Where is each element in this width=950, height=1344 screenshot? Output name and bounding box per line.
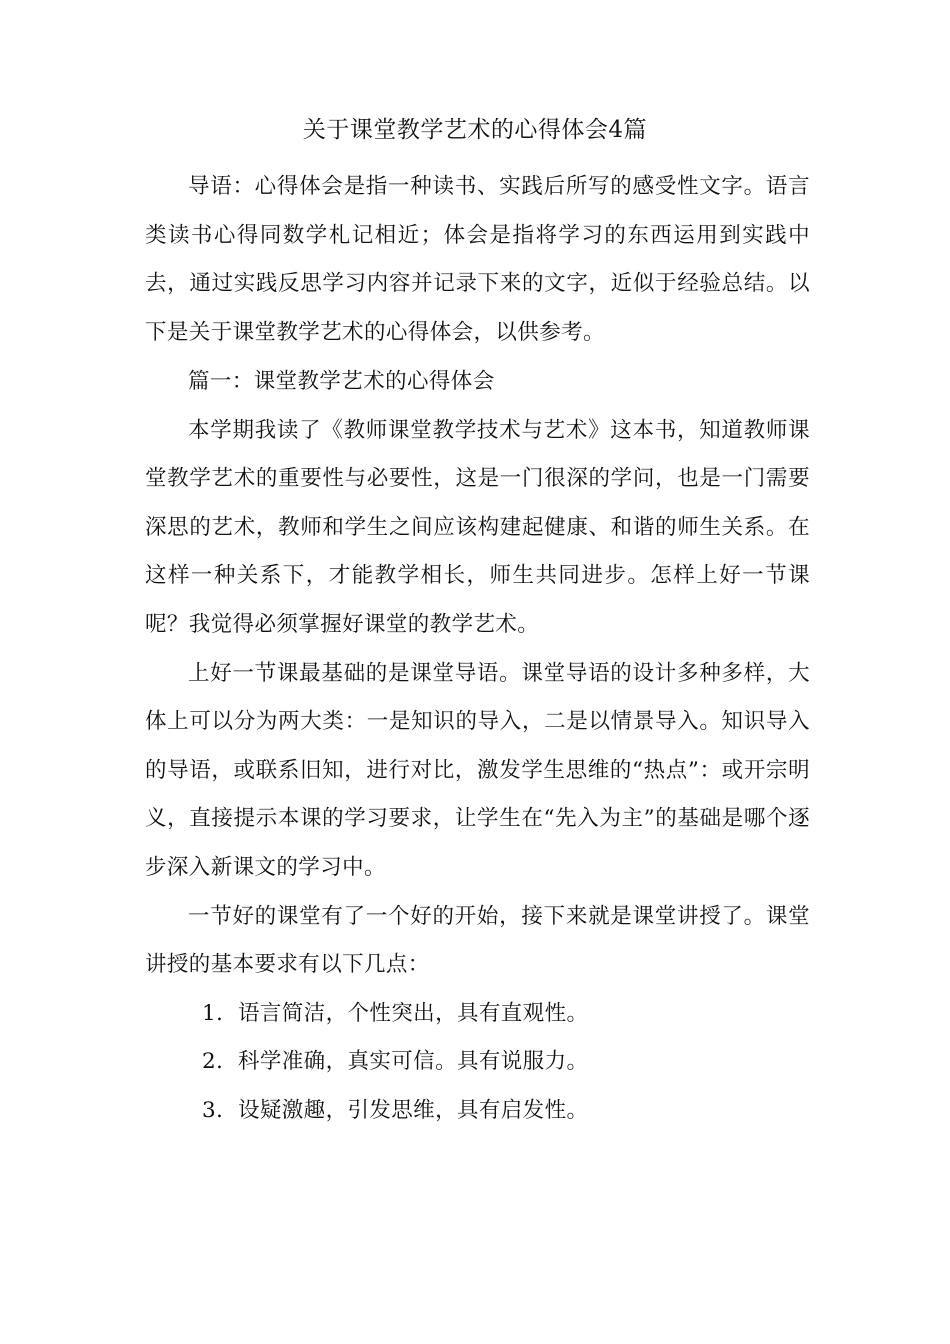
list-item: 1．语言简洁，个性突出，具有直观性。 (202, 1000, 589, 1026)
section-heading: 篇一：课堂教学艺术的心得体会 (188, 368, 495, 394)
document-title: 关于课堂教学艺术的心得体会4篇 (302, 117, 648, 143)
intro-paragraph: 导语：心得体会是指一种读书、实践后所写的感受性文字。语言类读书心得同数学札记相近；体会是指将学习的东西运用到实践中去，通过实践反思学习内容并记录下来的文字，近似于经验总结。以下是关于课堂教学艺术的心得体会，以供参考。 (145, 174, 810, 345)
list-item: 2．科学准确，真实可信。具有说服力。 (202, 1049, 589, 1074)
document-body (145, 163, 810, 1135)
body-paragraph: 上好一节课最基础的是课堂导语。课堂导语的设计多种多样，大体上可以分为两大类：一是知识的导入，二是以情景导入。知识导入的导语，或联系旧知，进行对比，激发学生思维的“热点”：或开宗明义，直接提示本课的学习要求，让学生在“先入为主”的基础是哪个逐步深入新课文的学习中。 (145, 660, 810, 880)
list-item: 3．设疑激趣，引发思维，具有启发性。 (202, 1097, 589, 1123)
body-paragraph: 一节好的课堂有了一个好的开始，接下来就是课堂讲授了。课堂讲授的基本要求有以下几点： (145, 903, 810, 977)
body-paragraph: 本学期我读了《教师课堂教学技术与艺术》这本书，知道教师课堂教学艺术的重要性与必要性，这是一门很深的学问，也是一门需要深思的艺术，教师和学生之间应该构建起健康、和谐的师生关系。在这样一种关系下，才能教学相长，师生共同进步。怎样上好一节课呢？我觉得必须掌握好课堂的教学艺术。 (145, 417, 810, 637)
